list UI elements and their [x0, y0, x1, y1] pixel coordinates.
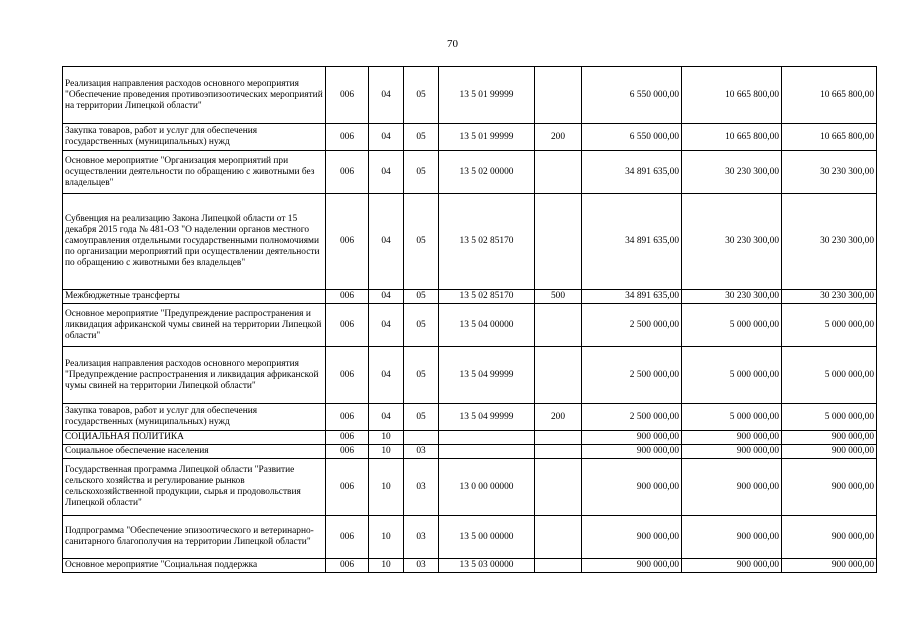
row-subsection-code: 05	[404, 67, 439, 124]
row-ministry-code: 006	[326, 559, 369, 573]
row-name: Государственная программа Липецкой области "Развитие сельского хозяйства и регулирование рынков сельскохозяйственной продукции, сырья и продовольствия Липецкой области"	[63, 459, 326, 516]
row-amount-year-3: 900 000,00	[782, 516, 877, 559]
row-section-code: 10	[369, 459, 404, 516]
row-section-code: 04	[369, 151, 404, 194]
row-name: Основное мероприятие "Предупреждение распространения и ликвидация африканской чумы свиней на территории Липецкой области"	[63, 304, 326, 347]
row-ministry-code: 006	[326, 124, 369, 151]
row-amount-year-2: 5 000 000,00	[682, 404, 782, 431]
row-amount-year-1: 2 500 000,00	[582, 404, 682, 431]
row-ministry-code: 006	[326, 304, 369, 347]
row-ministry-code: 006	[326, 290, 369, 304]
row-subsection-code: 05	[404, 404, 439, 431]
row-ministry-code: 006	[326, 445, 369, 459]
row-amount-year-3: 10 665 800,00	[782, 124, 877, 151]
row-amount-year-3: 900 000,00	[782, 559, 877, 573]
row-section-code: 10	[369, 445, 404, 459]
row-expense-type	[535, 445, 582, 459]
row-subsection-code: 03	[404, 559, 439, 573]
row-subsection-code	[404, 431, 439, 445]
row-amount-year-2: 5 000 000,00	[682, 304, 782, 347]
row-expense-type	[535, 347, 582, 404]
row-expense-type	[535, 194, 582, 290]
row-name: Закупка товаров, работ и услуг для обеспечения государственных (муниципальных) нужд	[63, 124, 326, 151]
table-row	[63, 151, 877, 194]
table-row	[63, 404, 877, 431]
row-subsection-code: 05	[404, 304, 439, 347]
row-amount-year-1: 900 000,00	[582, 559, 682, 573]
row-amount-year-1: 900 000,00	[582, 459, 682, 516]
row-amount-year-3: 30 230 300,00	[782, 290, 877, 304]
row-target-article: 13 5 03 00000	[439, 559, 535, 573]
table-row	[63, 67, 877, 124]
row-amount-year-1: 2 500 000,00	[582, 304, 682, 347]
row-subsection-code: 05	[404, 151, 439, 194]
row-ministry-code: 006	[326, 347, 369, 404]
table-row	[63, 304, 877, 347]
row-target-article: 13 0 00 00000	[439, 459, 535, 516]
budget-table	[62, 66, 877, 573]
row-subsection-code: 03	[404, 459, 439, 516]
row-subsection-code: 05	[404, 347, 439, 404]
table-row	[63, 290, 877, 304]
row-section-code: 04	[369, 124, 404, 151]
row-name: Межбюджетные трансферты	[63, 290, 326, 304]
row-amount-year-2: 900 000,00	[682, 459, 782, 516]
row-amount-year-2: 10 665 800,00	[682, 124, 782, 151]
row-amount-year-2: 30 230 300,00	[682, 151, 782, 194]
row-ministry-code: 006	[326, 67, 369, 124]
row-section-code: 04	[369, 347, 404, 404]
row-amount-year-2: 30 230 300,00	[682, 290, 782, 304]
row-section-code: 10	[369, 559, 404, 573]
row-name: Реализация направления расходов основного мероприятия "Обеспечение проведения противоэпизоотических мероприятий на территории Липецкой области"	[63, 67, 326, 124]
row-target-article: 13 5 04 99999	[439, 347, 535, 404]
row-amount-year-3: 30 230 300,00	[782, 151, 877, 194]
row-expense-type	[535, 516, 582, 559]
table-row	[63, 559, 877, 573]
row-amount-year-3: 900 000,00	[782, 445, 877, 459]
row-section-code: 04	[369, 304, 404, 347]
row-section-code: 04	[369, 290, 404, 304]
row-amount-year-1: 6 550 000,00	[582, 124, 682, 151]
row-amount-year-3: 30 230 300,00	[782, 194, 877, 290]
row-name: Подпрограмма "Обеспечение эпизоотического и ветеринарно-санитарного благополучия на территории Липецкой области"	[63, 516, 326, 559]
table-row	[63, 516, 877, 559]
row-subsection-code: 05	[404, 124, 439, 151]
row-amount-year-3: 5 000 000,00	[782, 304, 877, 347]
row-name: Реализация направления расходов основного мероприятия "Предупреждение распространения и ликвидация африканской чумы свиней на территории Липецкой области"	[63, 347, 326, 404]
row-amount-year-3: 900 000,00	[782, 431, 877, 445]
row-ministry-code: 006	[326, 459, 369, 516]
row-amount-year-1: 2 500 000,00	[582, 347, 682, 404]
row-target-article: 13 5 00 00000	[439, 516, 535, 559]
row-expense-type	[535, 559, 582, 573]
row-target-article	[439, 431, 535, 445]
table-body	[63, 67, 877, 573]
row-ministry-code: 006	[326, 431, 369, 445]
row-target-article: 13 5 02 00000	[439, 151, 535, 194]
row-amount-year-2: 900 000,00	[682, 516, 782, 559]
row-target-article: 13 5 01 99999	[439, 67, 535, 124]
row-amount-year-3: 900 000,00	[782, 459, 877, 516]
row-expense-type	[535, 459, 582, 516]
row-amount-year-2: 30 230 300,00	[682, 194, 782, 290]
row-section-code: 04	[369, 404, 404, 431]
row-expense-type	[535, 151, 582, 194]
row-amount-year-1: 34 891 635,00	[582, 194, 682, 290]
table-row	[63, 431, 877, 445]
row-amount-year-2: 900 000,00	[682, 559, 782, 573]
row-ministry-code: 006	[326, 151, 369, 194]
row-amount-year-1: 900 000,00	[582, 516, 682, 559]
row-subsection-code: 05	[404, 194, 439, 290]
row-target-article	[439, 445, 535, 459]
row-section-code: 04	[369, 67, 404, 124]
row-section-code: 04	[369, 194, 404, 290]
row-amount-year-1: 900 000,00	[582, 445, 682, 459]
row-name: СОЦИАЛЬНАЯ ПОЛИТИКА	[63, 431, 326, 445]
row-amount-year-1: 34 891 635,00	[582, 151, 682, 194]
row-amount-year-3: 10 665 800,00	[782, 67, 877, 124]
row-target-article: 13 5 04 00000	[439, 304, 535, 347]
table-row	[63, 347, 877, 404]
row-amount-year-1: 6 550 000,00	[582, 67, 682, 124]
row-ministry-code: 006	[326, 516, 369, 559]
row-amount-year-2: 10 665 800,00	[682, 67, 782, 124]
row-amount-year-2: 900 000,00	[682, 445, 782, 459]
row-target-article: 13 5 01 99999	[439, 124, 535, 151]
row-subsection-code: 05	[404, 290, 439, 304]
row-expense-type: 200	[535, 124, 582, 151]
table-row	[63, 124, 877, 151]
row-expense-type	[535, 304, 582, 347]
row-target-article: 13 5 04 99999	[439, 404, 535, 431]
row-amount-year-2: 5 000 000,00	[682, 347, 782, 404]
row-target-article: 13 5 02 85170	[439, 194, 535, 290]
row-section-code: 10	[369, 431, 404, 445]
row-amount-year-3: 5 000 000,00	[782, 404, 877, 431]
row-section-code: 10	[369, 516, 404, 559]
row-amount-year-3: 5 000 000,00	[782, 347, 877, 404]
page-number: 70	[447, 38, 458, 50]
row-name: Основное мероприятие "Социальная поддержка	[63, 559, 326, 573]
row-ministry-code: 006	[326, 194, 369, 290]
row-amount-year-1: 34 891 635,00	[582, 290, 682, 304]
row-name: Основное мероприятие "Организация мероприятий при осуществлении деятельности по обращению с животными без владельцев"	[63, 151, 326, 194]
row-amount-year-1: 900 000,00	[582, 431, 682, 445]
row-expense-type: 200	[535, 404, 582, 431]
row-subsection-code: 03	[404, 516, 439, 559]
row-ministry-code: 006	[326, 404, 369, 431]
row-expense-type: 500	[535, 290, 582, 304]
table-row	[63, 445, 877, 459]
table-row	[63, 459, 877, 516]
row-amount-year-2: 900 000,00	[682, 431, 782, 445]
row-name: Закупка товаров, работ и услуг для обеспечения государственных (муниципальных) нужд	[63, 404, 326, 431]
row-target-article: 13 5 02 85170	[439, 290, 535, 304]
row-expense-type	[535, 431, 582, 445]
row-name: Субвенция на реализацию Закона Липецкой области от 15 декабря 2015 года № 481-ОЗ "О наделении органов местного самоуправления отдельными государственными полномочиями по организации мероприятий при осуществлении деятельности по обращению с животными без владельцев"	[63, 194, 326, 290]
table-row	[63, 194, 877, 290]
row-subsection-code: 03	[404, 445, 439, 459]
row-expense-type	[535, 67, 582, 124]
row-name: Социальное обеспечение населения	[63, 445, 326, 459]
